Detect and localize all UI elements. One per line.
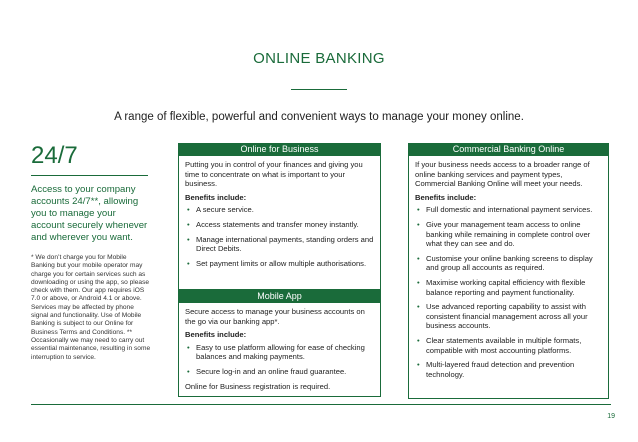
footer-divider xyxy=(31,404,611,405)
online-for-business-intro: Putting you in control of your finances and giving you time to concentrate on what is important to your business. xyxy=(185,160,363,189)
benefit-item: • Give your management team access to online banking while remaining in complete control over what they can see and do. xyxy=(415,220,603,249)
mobile-app-benefits-label: Benefits include: xyxy=(185,330,247,340)
commercial-banking-heading: Commercial Banking Online xyxy=(408,143,609,156)
page-title: ONLINE BANKING xyxy=(253,50,385,67)
mobile-app-heading: Mobile App xyxy=(178,290,381,303)
mobile-app-intro: Secure access to manage your business accounts on the go via our banking app*. xyxy=(185,307,365,326)
footnote-text: * We don’t charge you for Mobile Banking but your mobile operator may charge you for certain services such as downloading or using the app, so please check with them. Our app requires iOS 7.0 or above, or Android 4.1 or above. Services may be affected by phone signal and functionality. Use of Mobile Banking is subject to our Online for Business Terms and Conditions. ** Occasionally we may need to carry out essential maintenance, resulting in some interruption to service. xyxy=(31,254,151,361)
commercial-banking-intro: If your business needs access to a broader range of online banking services and payment types, Commercial Banking Online will meet your needs. xyxy=(415,160,590,189)
headline-underline xyxy=(31,175,148,176)
online-for-business-heading: Online for Business xyxy=(178,143,381,156)
benefit-item: • Easy to use platform allowing for ease of checking balances and making payments. xyxy=(185,343,375,362)
benefit-item: • Customise your online banking screens to display and group all accounts as required. xyxy=(415,254,603,273)
benefit-item: • Multi-layered fraud detection and prevention technology. xyxy=(415,360,603,379)
benefit-item: • A secure service. xyxy=(185,205,375,215)
online-for-business-body xyxy=(178,156,381,290)
benefit-item: • Access statements and transfer money instantly. xyxy=(185,220,375,230)
benefit-item: • Maximise working capital efficiency with flexible balance reporting and payment functionality. xyxy=(415,278,603,297)
benefit-item: • Secure log-in and an online fraud guarantee. xyxy=(185,367,375,377)
commercial-banking-benefits-label: Benefits include: xyxy=(415,192,477,202)
benefit-item: • Full domestic and international payment services. xyxy=(415,205,603,215)
left-column xyxy=(31,143,152,362)
mobile-app-note: Online for Business registration is required. xyxy=(185,381,331,391)
benefit-item: • Use advanced reporting capability to assist with consistent financial management across all your business accounts. xyxy=(415,302,603,331)
intro-text: Access to your company accounts 24/7**, allowing you to manage your account securely whenever and wherever you want. xyxy=(31,184,148,243)
mobile-app-benefits xyxy=(185,343,375,377)
benefit-item: • Manage international payments, standing orders and Direct Debits. xyxy=(185,235,375,254)
headline-247: 24/7 xyxy=(31,142,78,169)
commercial-banking-benefits xyxy=(415,205,603,379)
mobile-app-panel xyxy=(178,290,381,397)
commercial-banking-body xyxy=(408,156,609,399)
mobile-app-body xyxy=(178,303,381,397)
page-number: 19 xyxy=(607,413,615,420)
commercial-banking-panel xyxy=(408,143,609,399)
online-for-business-benefits-label: Benefits include: xyxy=(185,192,247,202)
online-for-business-benefits xyxy=(185,205,375,268)
benefit-item: • Clear statements available in multiple formats, compatible with most accounting platforms. xyxy=(415,336,603,355)
benefit-item: • Set payment limits or allow multiple authorisations. xyxy=(185,259,375,269)
title-underline xyxy=(291,89,347,90)
online-for-business-panel xyxy=(178,143,381,290)
page-subtitle: A range of flexible, powerful and convenient ways to manage your money online. xyxy=(114,111,524,123)
